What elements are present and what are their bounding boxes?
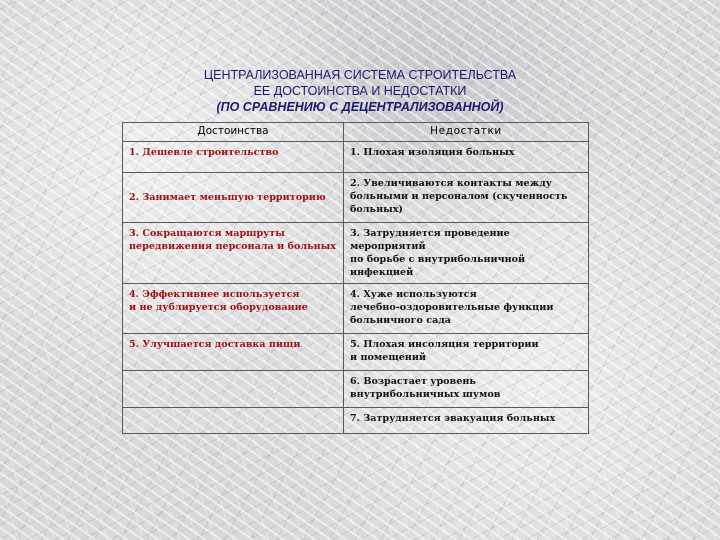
- disadvantage-text: 1. Плохая изоляция больных: [350, 147, 515, 158]
- table-header-row: [123, 123, 589, 142]
- advantage-text: 2. Занимает меньшую территорию: [129, 192, 326, 203]
- disadvantage-text: 5. Плохая инсоляция территории и помещений: [350, 339, 539, 363]
- disadvantage-text: 3. Затрудняется проведение мероприятий по борьбе с внутрибольничной инфекцией: [350, 228, 526, 278]
- disadvantage-cell: [344, 173, 589, 223]
- table-row: [123, 284, 589, 334]
- disadvantage-cell: [344, 284, 589, 334]
- table-row: [123, 142, 589, 173]
- disadvantage-cell: [344, 142, 589, 173]
- title-line-3: (ПО СРАВНЕНИЮ С ДЕЦЕНТРАЛИЗОВАННОЙ): [216, 100, 504, 114]
- slide-title: [0, 67, 720, 115]
- header-disadvantages: Недостатки: [344, 123, 589, 142]
- advantage-text: 5. Улучшается доставка пищи: [129, 339, 301, 350]
- advantage-text: 4. Эффективнее используется и не дублируется оборудование: [129, 289, 308, 313]
- table-row: [123, 371, 589, 408]
- advantage-text: 3. Сокращаются маршруты передвижения персонала и больных: [129, 228, 336, 252]
- advantage-cell: [123, 284, 344, 334]
- table-row: [123, 408, 589, 434]
- disadvantage-cell: [344, 334, 589, 371]
- table-row: [123, 223, 589, 284]
- disadvantage-cell: [344, 223, 589, 284]
- title-line-2: ЕЕ ДОСТОИНСТВА И НЕДОСТАТКИ: [253, 84, 467, 98]
- header-advantages: Достоинства: [123, 123, 344, 142]
- title-line-1: ЦЕНТРАЛИЗОВАННАЯ СИСТЕМА СТРОИТЕЛЬСТВА: [203, 68, 517, 82]
- advantage-text: 1. Дешевле строительство: [129, 147, 279, 158]
- advantage-cell: [123, 334, 344, 371]
- disadvantage-text: 2. Увеличиваются контакты между больными и персоналом (скученность больных): [350, 178, 568, 215]
- disadvantage-cell: [344, 371, 589, 408]
- advantage-cell: [123, 223, 344, 284]
- disadvantage-cell: [344, 408, 589, 434]
- disadvantage-text: 7. Затрудняется эвакуация больных: [350, 413, 556, 424]
- advantage-cell: [123, 371, 344, 408]
- comparison-table: [122, 122, 589, 434]
- disadvantage-text: 6. Возрастает уровень внутрибольничных шумов: [350, 376, 501, 400]
- advantage-cell: [123, 142, 344, 173]
- advantage-cell: [123, 173, 344, 223]
- table-row: [123, 334, 589, 371]
- advantage-cell: [123, 408, 344, 434]
- table-row: [123, 173, 589, 223]
- disadvantage-text: 4. Хуже используются лечебно-оздоровительные функции больничного сада: [350, 289, 554, 326]
